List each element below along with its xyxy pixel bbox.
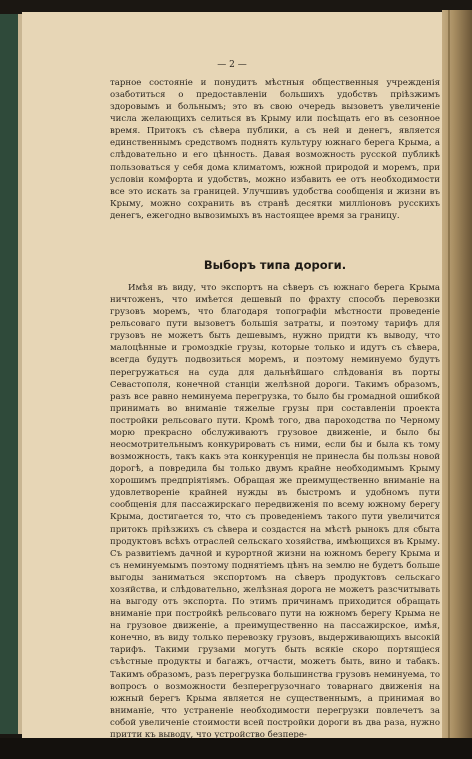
paragraph-body: Имѣя въ виду, что экспортъ на сѣверъ съ южнаго берега Крыма ничтоженъ, что имѣется дешевый по фрахту способъ перевозки грузовъ моремъ, что благодаря топографіи мѣстности проведеніе рельсоваго пути вызоветъ большія затраты, и поэтому тарифъ для грузовъ не можетъ быть дешевымъ, нужно придти къ выводу, что малоцѣнные и громоздкіе грузы, которые только и идутъ съ сѣвера, всегда будутъ подвозиться моремъ, и поэтому неминуемо будутъ перегружаться на суда для дальнѣйшаго слѣдованія въ порты Севастополя, конечной станціи желѣзной дороги. Такимъ образомъ, разъ все равно неминуема перегрузка, то было бы громадной ошибкой принимать во вниманіе тяжелые грузы при составленіи проекта постройки рельсоваго пути. Кромѣ того, два пароходства по Черному морю прекрасно обслуживаютъ грузовое движеніе, и было бы неосмотрительнымъ конкурировать съ ними, если бы и была къ тому возможность, такъ какъ эта конкуренція не принесла бы пользы новой дорогѣ, а повредила бы только двумъ крайне необходимымъ Крыму хорошимъ предпріятіямъ. Обращая же преимущественно вниманіе на удовлетвореніе крайней нужды въ быстромъ и удобномъ пути сообщенія для пассажирскаго передвиженія по всему южному берегу Крыма, достигается то, что съ проведеніемъ такого пути увеличится притокъ пріѣзжихъ съ сѣвера и создастся на мѣстѣ рынокъ для сбыта продуктовъ всѣхъ отраслей сельскаго хозяйства, имѣющихся въ Крыму. Съ развитіемъ дачной и курортной жизни на южномъ берегу Крыма и съ неминуемымъ поэтому поднятіемъ цѣнъ на землю не будетъ больше выгоды заниматься экспортомъ на сѣверъ продуктовъ сельскаго хозяйства, и слѣдовательно, желѣзная дорога не можетъ разсчитывать на выгоду отъ экспорта. По этимъ причинамъ приходится обращать вниманіе при постройкѣ рельсоваго пути на южномъ берегу Крыма не на грузовое движеніе, а преимущественно на пассажирское, имѣя, конечно, въ виду только перевозку грузовъ, выдерживающихъ высокій тарифъ. Такими грузами могутъ быть всякіе скоро портящіеся съѣстные продукты и багажъ, отчасти, можетъ быть, вино и табакъ. Такимъ образомъ, разъ перегрузка большинства грузовъ неминуема, то вопросъ о возможности безперегрузочнаго товарнаго движенія на южный берегъ Крыма является не существеннымъ, а принимая во вниманіе, что устраненіе необходимости перегрузки повлечетъ за собой увеличеніе стоимости всей постройки дороги въ два раза, нужно притти къ выводу, что устройство безпере- — [110, 283, 440, 740]
page-stack-line — [448, 10, 450, 740]
section-heading: Выборъ типа дороги. — [203, 258, 347, 272]
page-number: — 2 — — [217, 60, 247, 70]
paragraph-continuation: тарное состояніе и понудитъ мѣстныя общественныя учрежденія озаботиться о предоставленіи большихъ удобствъ пріѣзжимъ здоровымъ и больнымъ; это въ свою очередь вызоветъ увеличеніе числа желающихъ селиться въ Крыму или посѣщать его въ сезонное время. Притокъ съ сѣвера публики, а съ ней и денегъ, является единственнымъ средствомъ поднять культуру южнаго берега Крыма, а слѣдовательно и его цѣнность. Давая возможность русской публикѣ пользоваться у себя дома климатомъ, южной природой и моремъ, при условіи комфорта и удобствъ, можно избавить ее отъ необходимости все это искать за границей. Улучшивъ удобства сообщенія и жизни въ Крыму, можно сохранить въ странѣ десятки милліоновъ русскихъ денегъ, ежегодно вывозимыхъ въ настоящее время за границу. — [110, 78, 440, 221]
page-stack-edge — [442, 10, 472, 740]
scan-background — [0, 738, 472, 759]
